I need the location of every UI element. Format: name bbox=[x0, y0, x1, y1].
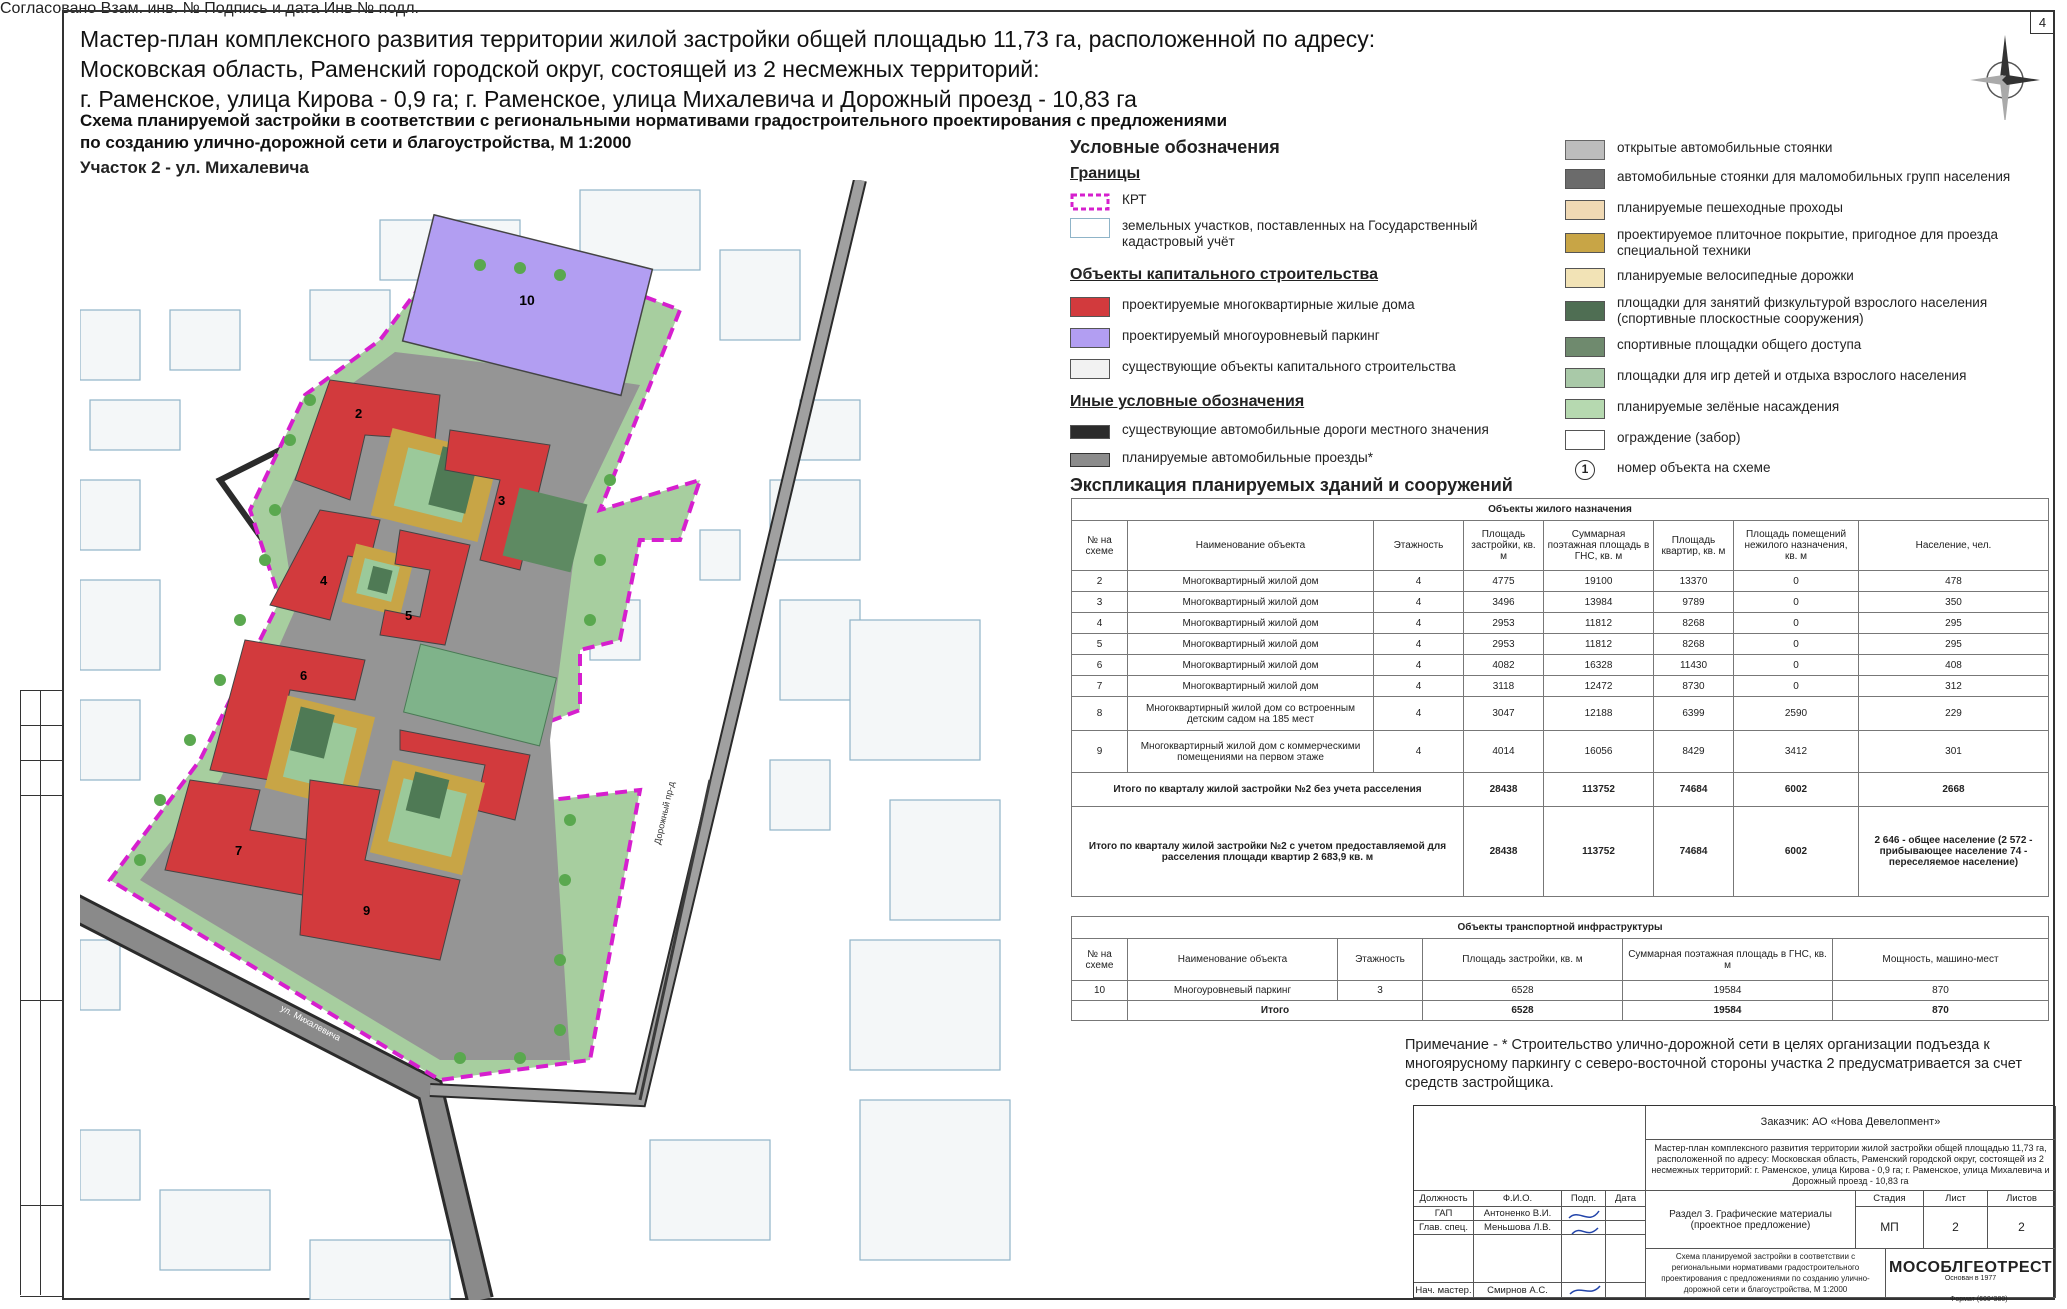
signature-icon bbox=[1564, 1206, 1604, 1296]
svg-text:6: 6 bbox=[300, 668, 308, 683]
legend-item: проектируемый многоуровневый паркинг bbox=[1070, 328, 1520, 348]
street-label-mikhalevicha: ул. Михалевича bbox=[279, 1002, 343, 1043]
svg-text:4: 4 bbox=[320, 573, 328, 588]
residential-table: Объекты жилого назначения № на схеме Наименование объекта Этажность Площадь застройки, кв. м Суммарная поэтажная площадь в ГНС, кв. м Площадь квартир, кв. м Площадь помещений нежилого назначения, кв. м Население, чел. 2 Многоквартирный жилой дом 4 4775 19100 13370 0 478 3 Многоквартирный жилой дом 4 3496 13984 9789 0 350 4 Многоквартирный жилой дом 4 2953 11812 8268 0 295 5 Многоквартирный жилой дом 4 2953 11812 8268 0 295 6 Многоквартирный жилой дом 4 4082 16328 11430 0 408 7 Многоквартирный жилой дом 4 3118 12472 8730 0 312 8 Многоквартирный жилой дом со встроенным детским садом на 185 мест 4 3047 12188 6399 2590 229 9 Многоквартирный жилой дом с коммерческими помещениями на первом этаже 4 4014 16056 8429 3412 301 Итого по кварталу жилой застройки №2 без учета расселения 28438 113752 74684 6002 2668 Итого по кварталу жилой застройки №2 с учетом предоставляемой для расселения площади квартир 2 683,9 кв. м 28438 113752 74684 6002 2 646 - общее население (2 572 - прибывающее население 74 - переселяемое население) bbox=[1071, 498, 2049, 897]
stamp-drawing: Схема планируемой застройки в соответствии с региональными нормативами градостроительного проектирования с предложениями по созданию улично-дорожной сети и благоустройства, М 1:2000 bbox=[1646, 1249, 1886, 1298]
open-parking-swatch-icon bbox=[1565, 140, 1605, 160]
transport-caption: Объекты транспортной инфраструктуры bbox=[1072, 917, 2049, 939]
object-number-swatch-icon: 1 bbox=[1565, 460, 1605, 480]
legend-item: существующие автомобильные дороги местного значения bbox=[1070, 422, 1540, 439]
green-planting-swatch-icon bbox=[1565, 399, 1605, 419]
tiles-swatch-icon bbox=[1565, 233, 1605, 253]
table-row: 9 Многоквартирный жилой дом с коммерческими помещениями на первом этаже 4 4014 16056 8429 3412 301 bbox=[1072, 731, 2049, 773]
org-logo: МОСОБЛГЕОТРЕСТ Основан в 1977 bbox=[1886, 1249, 2056, 1298]
table-row: 7 Многоквартирный жилой дом 4 3118 12472 8730 0 312 bbox=[1072, 676, 2049, 697]
footnote: Примечание - * Строительство улично-дорожной сети в целях организации подъезда к многоярусному паркингу с северо-восточной стороны участка 2 предусматривается за счет средств застройщика. bbox=[1405, 1037, 2023, 1091]
table-total-row: Итого по кварталу жилой застройки №2 с учетом предоставляемой для расселения площади квартир 2 683,9 кв. м 28438 113752 74684 6002 2 646 - общее население (2 572 - прибывающее население 74 - переселяемое население) bbox=[1072, 807, 2049, 897]
stamp-customer: Заказчик: АО «Нова Девелопмент» bbox=[1646, 1106, 2056, 1140]
residential-caption: Объекты жилого назначения bbox=[1072, 499, 2049, 521]
krt-boundary-swatch-icon bbox=[1070, 192, 1110, 212]
map-label-10: 10 bbox=[519, 292, 535, 308]
legend-item: площадки для занятий физкультурой взрослого населения (спортивные плоскостные сооружения) bbox=[1565, 295, 2045, 327]
legend-item: существующие объекты капитального строительства bbox=[1070, 359, 1520, 379]
road-swatch-icon bbox=[1070, 425, 1110, 439]
svg-text:9: 9 bbox=[363, 903, 371, 918]
street-label-dorozhny: Дорожный пр-д bbox=[652, 780, 677, 846]
legend-item: проектируемое плиточное покрытие, пригодное для проезда специальной техники bbox=[1565, 227, 2045, 259]
side-inv-orig-label: Инв № подл. bbox=[323, 0, 419, 17]
side-sign-date-label: Подпись и дата bbox=[204, 0, 320, 17]
legend-item: открытые автомобильные стоянки bbox=[1565, 140, 2045, 160]
stamp-project: Мастер-план комплексного развития территории жилой застройки общей площадью 11,73 га, расположенной по адресу: Московская область, Раменский городской округ, состоящей из 2 несмежных территорий: г. Раменское, улица Кирова - 0,9 га; г. Раменское, улица Михалевича и Дорожный проезд - 10,83 га bbox=[1646, 1140, 2056, 1191]
sheet-number: 4 bbox=[2030, 12, 2054, 34]
table-row: 6 Многоквартирный жилой дом 4 4082 16328 11430 0 408 bbox=[1072, 655, 2049, 676]
legend-item: планируемые пешеходные проходы bbox=[1565, 200, 2045, 220]
title-line: Московская область, Раменский городской округ, состоящей из 2 несмежных территорий: bbox=[80, 56, 1040, 82]
svg-text:5: 5 bbox=[405, 608, 413, 623]
walkway-swatch-icon bbox=[1565, 200, 1605, 220]
table-row: 4 Многоквартирный жилой дом 4 2953 11812 8268 0 295 bbox=[1072, 613, 2049, 634]
table-total-row: Итого 6528 19584 870 bbox=[1072, 1001, 2049, 1021]
format-label: Формат (600*380) bbox=[1950, 1296, 2008, 1303]
legend-group-title: Границы bbox=[1070, 165, 1141, 182]
legend-item: площадки для игр детей и отдыха взрослого населения bbox=[1565, 368, 2045, 388]
legend-item: земельных участков, поставленных на Государственный кадастровый учёт bbox=[1070, 218, 1520, 250]
house-swatch-icon bbox=[1070, 297, 1110, 317]
section-title: Участок 2 - ул. Михалевича bbox=[80, 158, 309, 177]
table-total-row: Итого по кварталу жилой застройки №2 без учета расселения 28438 113752 74684 6002 2668 bbox=[1072, 773, 2049, 807]
table-row: 10 Многоуровневый паркинг 3 6528 19584 870 bbox=[1072, 981, 2049, 1001]
parcel-swatch-icon bbox=[1070, 218, 1110, 238]
svg-text:7: 7 bbox=[235, 843, 243, 858]
title-block: Заказчик: АО «Нова Девелопмент» Мастер-план комплексного развития территории жилой застройки общей площадью 11,73 га, расположенной по адресу: Московская область, Раменский городской округ, состоящей из 2 несмежных территорий: г. Раменское, улица Кирова - 0,9 га; г. Раменское, улица Михалевича и Дорожный проезд - 10,83 га Должность Ф.И.О. Подп. Дата ГАП Антоненко В.И. Глав. спец. Меньшова Л.В. Нач. мастер. Смирнов А.С. Раздел 3. Графические материалы (проектное предложение) Стадия Лист Листов МП 2 2 Схема планируемой застройки в соответствии с региональными нормативами градостроительного проектирования с предложениями по созданию улично-дорожной сети и благоустройства, М 1:2000 МОСОБЛГЕОТРЕСТ Основан в 1977 bbox=[1413, 1105, 2055, 1298]
existing-building-swatch-icon bbox=[1070, 359, 1110, 379]
title-line: Мастер-план комплексного развития территории жилой застройки общей площадью 11,73 га, расположенной по адресу: bbox=[80, 26, 1376, 52]
legend-item: планируемые автомобильные проезды* bbox=[1070, 450, 1540, 467]
parking-swatch-icon bbox=[1070, 328, 1110, 348]
table-row: 3 Многоквартирный жилой дом 4 3496 13984 9789 0 350 bbox=[1072, 592, 2049, 613]
legend-group-title: Иные условные обозначения bbox=[1070, 393, 1305, 410]
table-row: 5 Многоквартирный жилой дом 4 2953 11812 8268 0 295 bbox=[1072, 634, 2049, 655]
title-line: г. Раменское, улица Кирова - 0,9 га; г. Раменское, улица Михалевича и Дорожный проезд - 10,83 га bbox=[80, 86, 1137, 112]
legend-item: автомобильные стоянки для маломобильных групп населения bbox=[1565, 169, 2045, 189]
legend-heading: Условные обозначения bbox=[1070, 137, 1280, 157]
sheet-title bbox=[80, 24, 1460, 114]
legend-item: проектируемые многоквартирные жилые дома bbox=[1070, 297, 1520, 317]
table-row: 8 Многоквартирный жилой дом со встроенным детским садом на 185 мест 4 3047 12188 6399 2590 229 bbox=[1072, 697, 2049, 731]
drive-swatch-icon bbox=[1070, 453, 1110, 467]
fence-swatch-icon bbox=[1565, 430, 1605, 450]
table-row: 2 Многоквартирный жилой дом 4 4775 19100 13370 0 478 bbox=[1072, 571, 2049, 592]
fitness-area-swatch-icon bbox=[1565, 301, 1605, 321]
stamp-section: Раздел 3. Графические материалы (проектное предложение) bbox=[1646, 1191, 1856, 1249]
disabled-parking-swatch-icon bbox=[1565, 169, 1605, 189]
svg-text:2: 2 bbox=[355, 406, 363, 421]
subtitle-line: Схема планируемой застройки в соответствии с региональными нормативами градостроительного проектирования с предложениями bbox=[80, 111, 1228, 130]
side-agreed-label: Согласовано bbox=[0, 0, 97, 17]
sport-ground-swatch-icon bbox=[1565, 337, 1605, 357]
playground-swatch-icon bbox=[1565, 368, 1605, 388]
legend-item: планируемые зелёные насаждения bbox=[1565, 399, 2045, 419]
legend-group-title: Объекты капитального строительства bbox=[1070, 266, 1378, 283]
legend-item: спортивные площадки общего доступа bbox=[1565, 337, 2045, 357]
master-plan-map bbox=[80, 180, 1055, 1300]
explication-title: Экспликация планируемых зданий и сооружений bbox=[1070, 475, 1513, 495]
north-arrow-icon bbox=[1970, 30, 2040, 120]
legend-item: КРТ bbox=[1070, 192, 1520, 212]
bike-path-swatch-icon bbox=[1565, 268, 1605, 288]
svg-text:3: 3 bbox=[498, 493, 506, 508]
side-inv-replace-label: Взам. инв. № bbox=[100, 0, 200, 17]
legend-item: 1 номер объекта на схеме bbox=[1565, 460, 2045, 480]
legend-item: планируемые велосипедные дорожки bbox=[1565, 268, 2045, 288]
transport-table: Объекты транспортной инфраструктуры № на схеме Наименование объекта Этажность Площадь застройки, кв. м Суммарная поэтажная площадь в ГНС, кв. м Мощность, машино-мест 10 Многоуровневый паркинг 3 6528 19584 870 Итого 6528 19584 870 bbox=[1071, 916, 2049, 1021]
legend-item: ограждение (забор) bbox=[1565, 430, 2045, 450]
subtitle-line: по созданию улично-дорожной сети и благоустройства, М 1:2000 bbox=[80, 133, 632, 152]
